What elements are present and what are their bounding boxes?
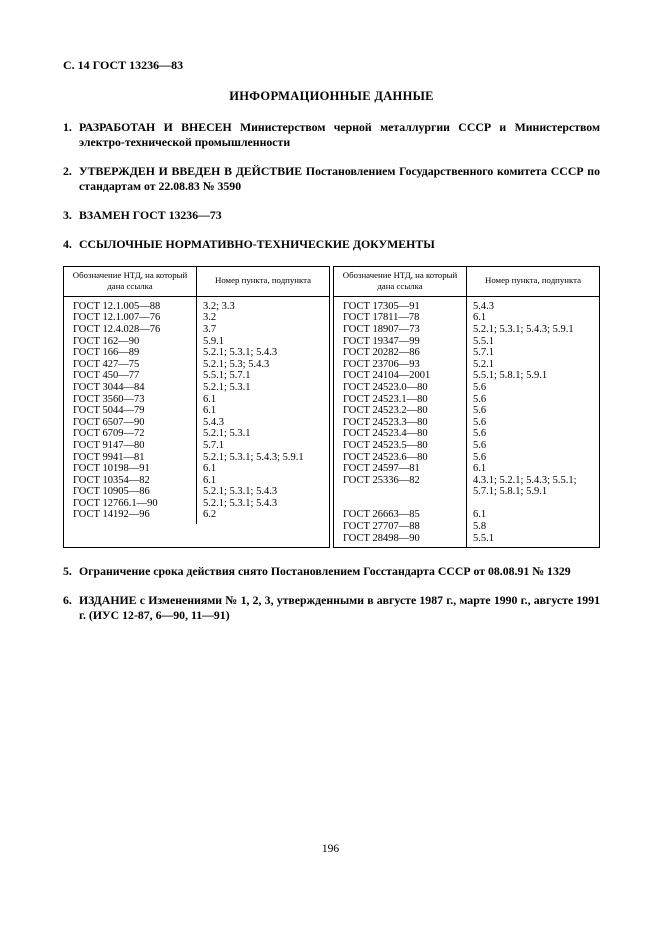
table-row xyxy=(64,370,329,382)
num-cell: 5.2.1; 5.3.1; 5.4.3 xyxy=(203,347,278,359)
column-header-ntd: Обозначение НТД, на который дана ссылка xyxy=(64,267,197,296)
num-cell: 5.4.3 xyxy=(203,416,224,428)
table-row xyxy=(64,463,329,475)
num-cell xyxy=(467,498,600,510)
item-number: 3. xyxy=(63,207,72,222)
ntd-cell: ГОСТ 27707—88 xyxy=(334,521,467,533)
num-cell: 5.2.1; 5.3; 5.4.3 xyxy=(203,358,270,370)
num-cell: 5.6 xyxy=(473,428,487,440)
table-row xyxy=(334,347,599,359)
ntd-cell: ГОСТ 24523.6—80 xyxy=(334,452,467,464)
table-row xyxy=(334,428,599,440)
table-row xyxy=(64,405,329,417)
table-row xyxy=(334,509,599,521)
num-cell: 5.6 xyxy=(473,451,487,463)
num-cell: 5.8 xyxy=(473,521,487,533)
ntd-cell: ГОСТ 24523.4—80 xyxy=(334,428,467,440)
item-text: УТВЕРЖДЕН И ВВЕДЕН В ДЕЙСТВИЕ Постановлением Государственного комитета СССР по стандартам от 22.08.83 № 3590 xyxy=(79,163,600,193)
ntd-cell: ГОСТ 20282—86 xyxy=(334,347,467,359)
table-row xyxy=(64,394,329,406)
ntd-cell: ГОСТ 23706—93 xyxy=(334,359,467,371)
table-row xyxy=(64,312,329,324)
ntd-cell: ГОСТ 450—77 xyxy=(64,370,197,382)
numbered-item-1 xyxy=(63,120,600,150)
ntd-cell: ГОСТ 17811—78 xyxy=(334,312,467,324)
num-cell: 6.1 xyxy=(473,312,487,324)
num-cell: 5.5.1 xyxy=(473,335,494,347)
ntd-cell: ГОСТ 10354—82 xyxy=(64,475,197,487)
ntd-cell: ГОСТ 17305—91 xyxy=(334,296,467,312)
ntd-cell: ГОСТ 24523.2—80 xyxy=(334,405,467,417)
ntd-cell: ГОСТ 10905—86 xyxy=(64,486,197,498)
table-row xyxy=(64,336,329,348)
table-row xyxy=(334,475,599,498)
column-header-num: Номер пункта, подпункта xyxy=(467,267,600,296)
table-row xyxy=(334,382,599,394)
num-cell: 5.9.1 xyxy=(203,335,224,347)
table-row xyxy=(334,296,599,312)
ntd-cell: ГОСТ 10198—91 xyxy=(64,463,197,475)
table-row xyxy=(64,498,329,510)
ntd-cell: ГОСТ 6709—72 xyxy=(64,428,197,440)
table-row xyxy=(64,347,329,359)
item-text: ИЗДАНИЕ с Изменениями № 1, 2, 3, утвержденными в августе 1987 г., марте 1990 г., августе 1991 г. (ИУС 12-87, 6—90, 11—91) xyxy=(79,593,600,623)
ntd-cell: ГОСТ 24523.5—80 xyxy=(334,440,467,452)
table-row xyxy=(334,498,599,510)
ntd-cell: ГОСТ 26663—85 xyxy=(334,509,467,521)
table-row xyxy=(334,312,599,324)
ntd-cell: ГОСТ 12766.1—90 xyxy=(64,498,197,510)
page-number: 196 xyxy=(321,843,340,855)
table-row xyxy=(64,509,329,524)
table-row xyxy=(64,324,329,336)
item-number: 2. xyxy=(63,163,72,178)
ntd-cell: ГОСТ 28498—90 xyxy=(334,533,467,548)
num-cell: 6.2 xyxy=(203,509,217,521)
num-cell: 5.5.1; 5.7.1 xyxy=(203,370,251,382)
num-cell: 5.2.1 xyxy=(473,358,494,370)
column-header-num: Номер пункта, подпункта xyxy=(197,267,330,296)
page-header: С. 14 ГОСТ 13236—83 xyxy=(63,58,184,72)
table-row xyxy=(334,417,599,429)
num-cell: 6.1 xyxy=(473,463,487,475)
table-row xyxy=(334,405,599,417)
numbered-item-4 xyxy=(63,237,600,252)
ntd-cell: ГОСТ 18907—73 xyxy=(334,324,467,336)
num-cell: 6.1 xyxy=(473,509,487,521)
table-row xyxy=(64,359,329,371)
numbered-item-2 xyxy=(63,164,600,194)
item-text: ВЗАМЕН ГОСТ 13236—73 xyxy=(79,207,222,222)
num-cell: 5.6 xyxy=(473,439,487,451)
ntd-cell: ГОСТ 24523.1—80 xyxy=(334,394,467,406)
num-cell: 5.2.1; 5.3.1; 5.4.3 xyxy=(203,486,278,498)
table-row xyxy=(64,440,329,452)
ntd-cell: ГОСТ 5044—79 xyxy=(64,405,197,417)
ntd-cell: ГОСТ 24104—2001 xyxy=(334,370,467,382)
num-cell: 5.7.1 xyxy=(203,439,224,451)
num-cell: 5.2.1; 5.3.1 xyxy=(203,381,251,393)
num-cell: 3.7 xyxy=(203,323,217,335)
num-cell: 6.1 xyxy=(203,474,217,486)
num-cell: 5.7.1 xyxy=(473,347,494,359)
table-row xyxy=(64,452,329,464)
table-row xyxy=(334,359,599,371)
column-header-ntd: Обозначение НТД, на который дана ссылка xyxy=(334,267,467,296)
numbered-item-3 xyxy=(63,208,600,223)
ntd-cell: ГОСТ 12.1.007—76 xyxy=(64,312,197,324)
table-row xyxy=(334,394,599,406)
item-text: ССЫЛОЧНЫЕ НОРМАТИВНО-ТЕХНИЧЕСКИЕ ДОКУМЕНТЫ xyxy=(79,236,435,251)
ntd-cell: ГОСТ 427—75 xyxy=(64,359,197,371)
page-title: ИНФОРМАЦИОННЫЕ ДАННЫЕ xyxy=(229,89,434,103)
numbered-item-6 xyxy=(63,593,600,623)
ntd-cell: ГОСТ 24597—81 xyxy=(334,463,467,475)
reference-table-right xyxy=(333,266,600,548)
ntd-cell: ГОСТ 24523.0—80 xyxy=(334,382,467,394)
num-cell: 5.6 xyxy=(473,381,487,393)
item-number: 5. xyxy=(63,564,72,579)
ntd-cell: ГОСТ 25336—82 xyxy=(334,475,467,498)
ntd-cell xyxy=(334,498,467,510)
ntd-cell: ГОСТ 12.4.028—76 xyxy=(64,324,197,336)
table-row xyxy=(334,336,599,348)
table-row xyxy=(334,533,599,548)
ntd-cell: ГОСТ 9147—80 xyxy=(64,440,197,452)
num-cell: 6.1 xyxy=(203,463,217,475)
table-row xyxy=(64,417,329,429)
item-text: РАЗРАБОТАН И ВНЕСЕН Министерством черной металлургии СССР и Министерством электро-технической промышленности xyxy=(79,120,600,149)
num-cell: 5.5.1; 5.8.1; 5.9.1 xyxy=(473,370,548,382)
num-cell: 5.4.3 xyxy=(473,300,494,312)
ntd-cell: ГОСТ 19347—99 xyxy=(334,336,467,348)
num-cell: 6.1 xyxy=(203,405,217,417)
ntd-cell: ГОСТ 6507—90 xyxy=(64,417,197,429)
num-cell: 6.1 xyxy=(203,393,217,405)
table-header-row xyxy=(64,267,329,296)
ntd-cell: ГОСТ 14192—96 xyxy=(64,509,197,524)
num-cell: 5.6 xyxy=(473,393,487,405)
table-header-row xyxy=(334,267,599,296)
num-cell: 5.2.1; 5.3.1 xyxy=(203,428,251,440)
reference-table-left xyxy=(63,266,330,548)
item-number: 6. xyxy=(63,593,72,608)
reference-documents-table xyxy=(63,266,600,548)
numbered-item-5 xyxy=(63,564,600,579)
table-row xyxy=(334,463,599,475)
table-row xyxy=(64,428,329,440)
num-cell: 4.3.1; 5.2.1; 5.4.3; 5.5.1; 5.7.1; 5.8.1; 5.9.1 xyxy=(473,474,577,498)
ntd-cell: ГОСТ 3044—84 xyxy=(64,382,197,394)
num-cell: 5.2.1; 5.3.1; 5.4.3 xyxy=(203,497,278,509)
ntd-cell: ГОСТ 166—89 xyxy=(64,347,197,359)
num-cell: 3.2; 3.3 xyxy=(203,300,235,312)
table-row xyxy=(64,486,329,498)
item-number: 4. xyxy=(63,236,72,251)
num-cell: 5.2.1; 5.3.1; 5.4.3; 5.9.1 xyxy=(203,451,304,463)
table-row xyxy=(334,440,599,452)
item-number: 1. xyxy=(63,120,72,134)
table-row xyxy=(64,475,329,487)
ntd-cell: ГОСТ 24523.3—80 xyxy=(334,417,467,429)
num-cell: 5.2.1; 5.3.1; 5.4.3; 5.9.1 xyxy=(473,323,574,335)
ntd-cell: ГОСТ 162—90 xyxy=(64,336,197,348)
ntd-cell: ГОСТ 9941—81 xyxy=(64,452,197,464)
table-row xyxy=(334,452,599,464)
ntd-cell: ГОСТ 12.1.005—88 xyxy=(64,296,197,312)
table-row xyxy=(334,370,599,382)
table-row xyxy=(64,382,329,394)
table-row xyxy=(334,521,599,533)
num-cell: 5.5.1 xyxy=(473,532,494,544)
num-cell: 5.6 xyxy=(473,416,487,428)
table-row xyxy=(334,324,599,336)
num-cell: 5.6 xyxy=(473,405,487,417)
table-row xyxy=(64,296,329,312)
num-cell: 3.2 xyxy=(203,312,217,324)
item-text: Ограничение срока действия снято Постановлением Госстандарта СССР от 08.08.91 № 1329 xyxy=(79,564,571,579)
ntd-cell: ГОСТ 3560—73 xyxy=(64,394,197,406)
